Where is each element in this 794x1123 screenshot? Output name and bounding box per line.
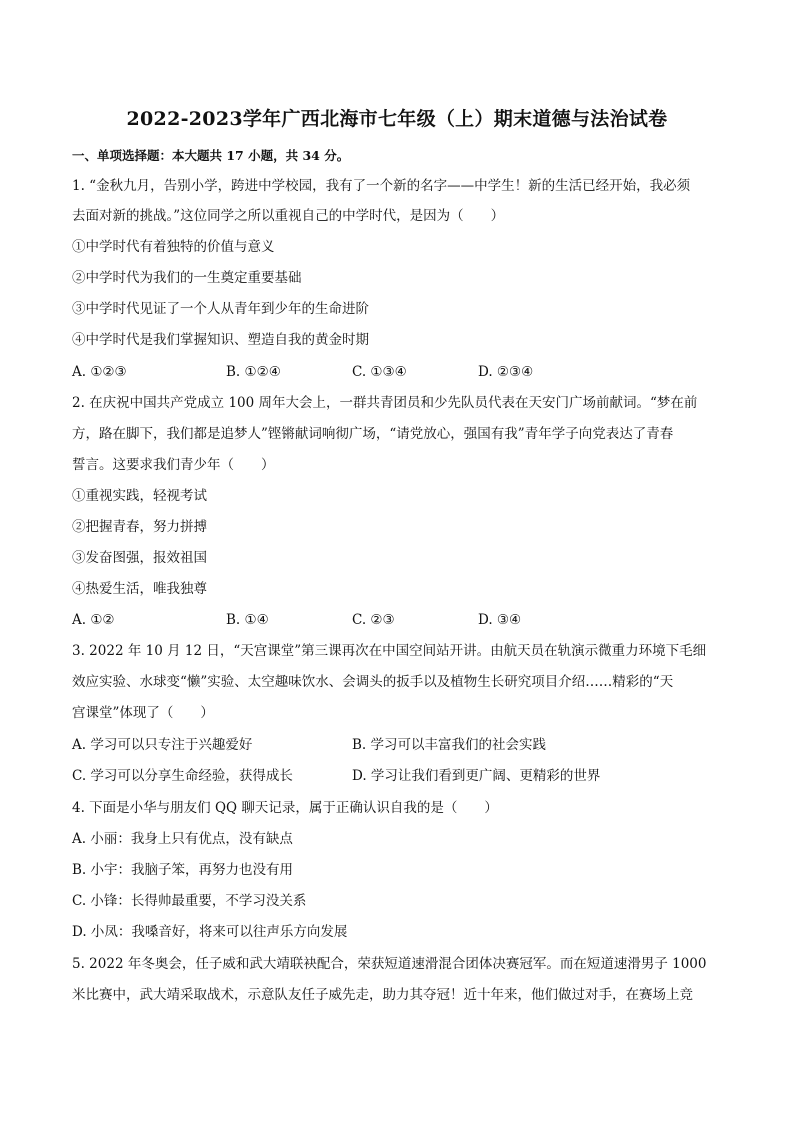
q2-item-2: ②把握青春，努力拼搏 (72, 519, 207, 535)
q1-option-a: A. ①②③ (72, 364, 127, 380)
q4-option-c: C. 小锋：长得帅最重要，不学习没关系 (72, 893, 307, 909)
q3-stem-line3: 宫课堂”体现了（ ） (72, 705, 214, 721)
q1-item-1: ①中学时代有着独特的价值与意义 (72, 239, 275, 255)
q2-option-c: C. ②③ (352, 612, 395, 628)
q3-stem-line1: 3. 2022 年 10 月 12 日，“天宫课堂”第三课再次在中国空间站开讲。由航天员在轨演示微重力环境下毛细 (72, 643, 707, 659)
q1-stem-line2: 去面对新的挑战。”这位同学之所以重视自己的中学时代，是因为（ ） (72, 208, 505, 224)
q2-option-d: D. ③④ (478, 612, 522, 628)
q1-item-4: ④中学时代是我们掌握知识、塑造自我的黄金时期 (72, 332, 369, 348)
q1-option-b: B. ①②④ (226, 364, 281, 380)
q1-option-d: D. ②③④ (478, 364, 534, 380)
q4-option-a: A. 小丽：我身上只有优点，没有缺点 (72, 831, 293, 847)
q3-option-d: D. 学习让我们看到更广阔、更精彩的世界 (352, 768, 601, 784)
q4-option-d: D. 小凤：我嗓音好，将来可以往声乐方向发展 (72, 924, 348, 940)
q3-option-c: C. 学习可以分享生命经验，获得成长 (72, 768, 293, 784)
q2-stem-line1: 2. 在庆祝中国共产党成立 100 周年大会上，一群共青团员和少先队员代表在天安门广场前献词。“梦在前 (72, 395, 698, 411)
q2-item-1: ①重视实践，轻视考试 (72, 488, 207, 504)
q2-stem-line3: 誓言。这要求我们青少年（ ） (72, 457, 275, 473)
q1-stem-line1: 1. “金秋九月，告别小学，跨进中学校园，我有了一个新的名字——中学生！新的生活已经开始，我必须 (72, 178, 691, 194)
q3-stem-line2: 效应实验、水球变“懒”实验、太空趣味饮水、会调头的扳手以及植物生长研究项目介绍……精彩的“天 (72, 674, 674, 690)
q4-option-b: B. 小宇：我脑子笨，再努力也没有用 (72, 862, 294, 878)
q2-option-b: B. ①④ (226, 612, 269, 628)
q1-item-3: ③中学时代见证了一个人从青年到少年的生命进阶 (72, 301, 369, 317)
q3-option-a: A. 学习可以只专注于兴趣爱好 (72, 737, 253, 753)
q2-item-3: ③发奋图强，报效祖国 (72, 550, 207, 566)
q1-item-2: ②中学时代为我们的一生奠定重要基础 (72, 270, 302, 286)
q3-option-b: B. 学习可以丰富我们的社会实践 (352, 737, 547, 753)
q2-stem-line2: 方，路在脚下，我们都是追梦人”铿锵献词响彻广场，“请党放心，强国有我”青年学子向党表达了青春 (72, 426, 674, 442)
q5-stem-line2: 米比赛中，武大靖采取战术，示意队友任子威先走，助力其夺冠！近十年来，他们做过对手，在赛场上竞 (72, 987, 693, 1003)
q1-option-c: C. ①③④ (352, 364, 407, 380)
q4-stem: 4. 下面是小华与朋友们 QQ 聊天记录，属于正确认识自我的是（ ） (72, 800, 498, 816)
page-title: 2022-2023学年广西北海市七年级（上）期末道德与法治试卷 (126, 108, 668, 130)
q2-item-4: ④热爱生活，唯我独尊 (72, 581, 207, 597)
q2-option-a: A. ①② (72, 612, 115, 628)
q5-stem-line1: 5. 2022 年冬奥会，任子威和武大靖联袂配合，荣获短道速滑混合团体决赛冠军。而在短道速滑男子 1000 (72, 956, 707, 972)
section-header: 一、单项选择题：本大题共 17 小题，共 34 分。 (72, 148, 350, 163)
